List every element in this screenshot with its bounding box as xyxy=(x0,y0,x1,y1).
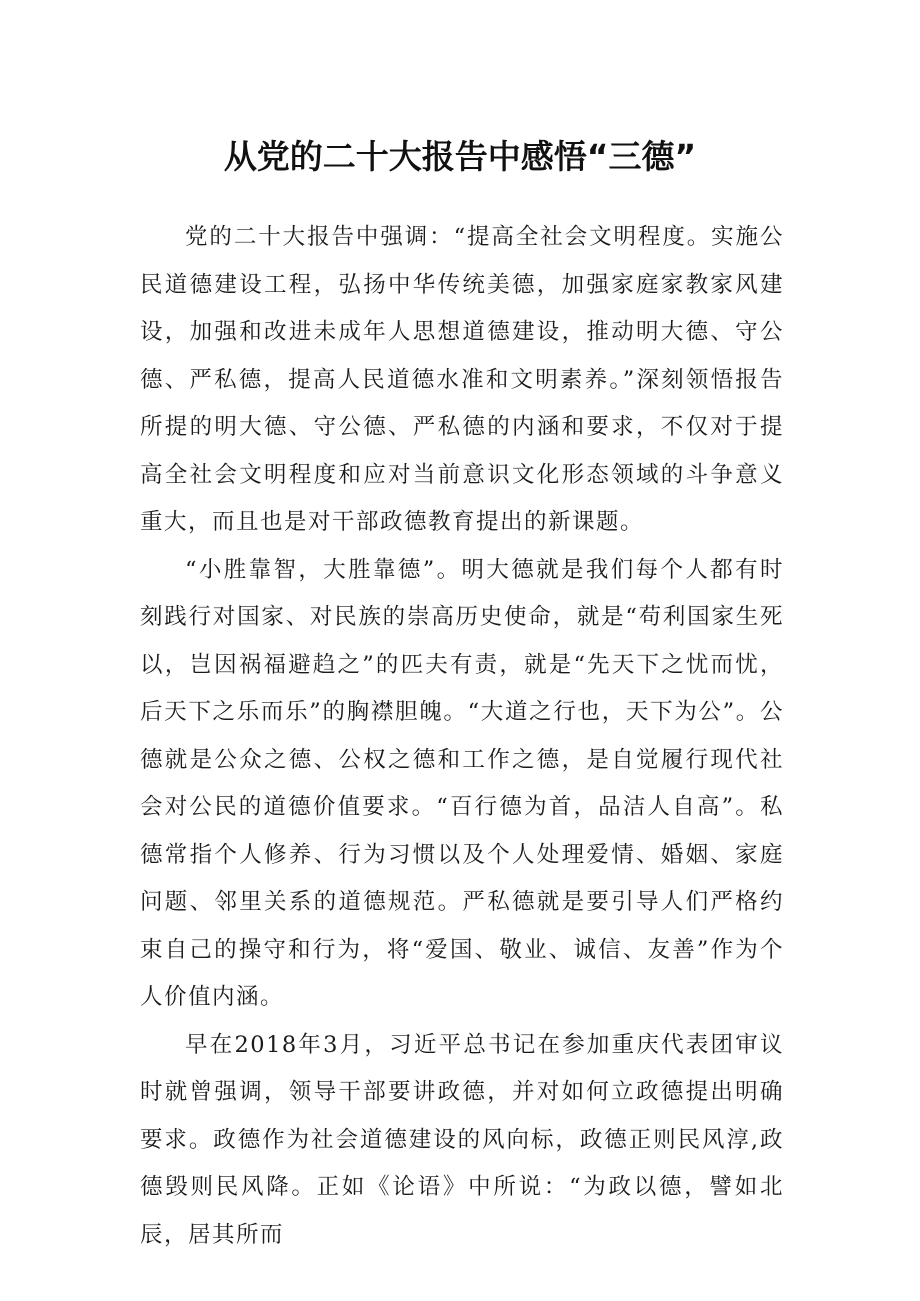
paragraph: 党的二十大报告中强调：“提高全社会文明程度。实施公民道德建设工程，弘扬中华传统美德，加强家庭家教家风建设，加强和改进未成年人思想道德建设，推动明大德、守公德、严私德，提高人民道德水准和文明素养。”深刻领悟报告所提的明大德、守公德、严私德的内涵和要求，不仅对于提高全社会文明程度和应对当前意识文化形态领域的斗争意义重大，而且也是对干部政德教育提出的新课题。 xyxy=(140,224,784,535)
paragraph: “小胜靠智，大胜靠德”。明大德就是我们每个人都有时刻践行对国家、对民族的崇高历史使命，就是“苟利国家生死以，岂因祸福避趋之”的匹夫有责，就是“先天下之忧而忧，后天下之乐而乐”的胸襟胆魄。“大道之行也，天下为公”。公德就是公众之德、公权之德和工作之德，是自觉履行现代社会对公民的道德价值要求。“百行德为首，品洁人自高”。私德常指个人修养、行为习惯以及个人处理爱情、婚姻、家庭问题、邻里关系的道德规范。严私德就是要引导人们严格约束自己的操守和行为，将“爱国、敬业、诚信、友善”作为个人价值内涵。 xyxy=(140,556,784,1010)
document-title: 从党的二十大报告中感悟“三德” xyxy=(223,137,697,176)
paragraph: 早在2018年3月，习近平总书记在参加重庆代表团审议时就曾强调，领导干部要讲政德，并对如何立政德提出明确要求。政德作为社会道德建设的风向标，政德正则民风淳,政德毁则民风降。正如《论语》中所说：“为政以德，譬如北辰，居其所而 xyxy=(140,1031,784,1248)
document-body xyxy=(140,214,784,1259)
